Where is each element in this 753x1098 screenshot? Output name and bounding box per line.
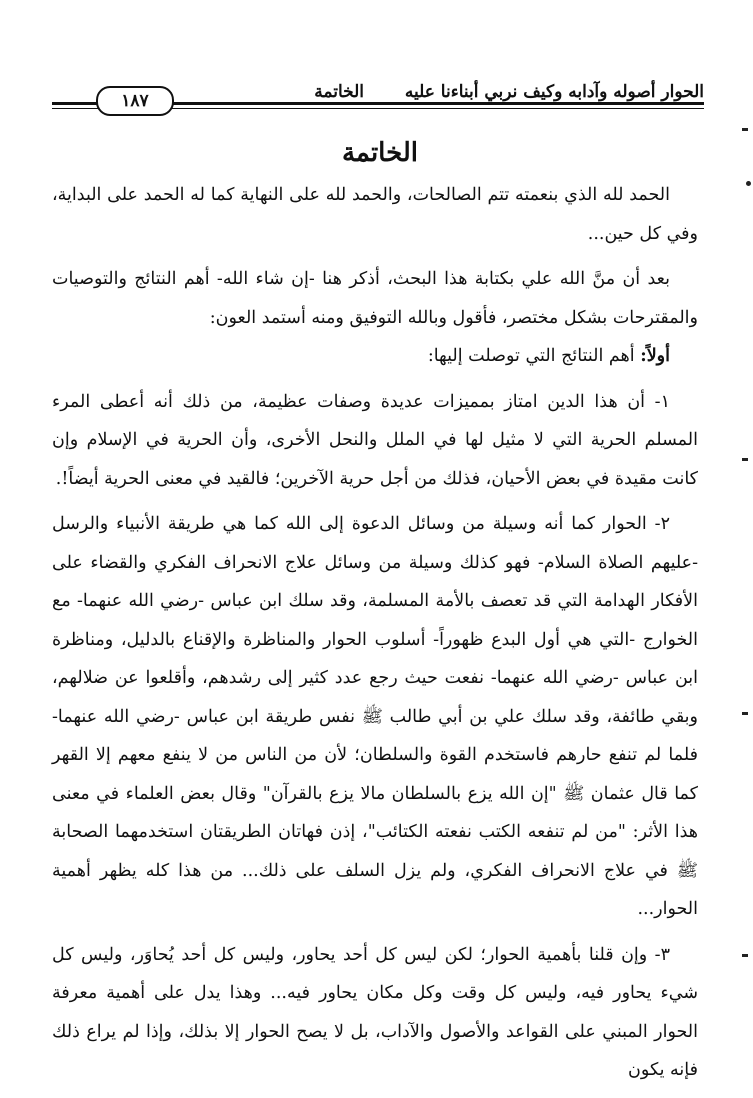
margin-mark	[742, 458, 748, 461]
page-number: ١٨٧	[121, 91, 149, 111]
margin-mark	[742, 128, 748, 131]
page-number-badge	[96, 86, 174, 116]
book-title: الحوار أصوله وآدابه وكيف نربي أبناءنا عليه	[404, 82, 704, 102]
paragraph-intro: الحمد لله الذي بنعمته تتم الصالحات، والحمد لله على النهاية كما له الحمد على البداية، وفي كل حين...	[52, 185, 698, 244]
section-heading	[52, 337, 698, 376]
running-header	[52, 78, 704, 114]
result-item-3: ٣- وإن قلنا بأهمية الحوار؛ لكن ليس كل أحد يحاور، وليس كل أحد يُحاوَر، وليس كل شيء يحاور فيه، وليس كل وقت وكل مكان يحاور فيه... وهذا يدل على أهمية معرفة الحوار المبني على القواعد والأصول والآداب، بل لا يصح الحوار إلا بذلك، وإذا لم يراع ذلك فإنه يكون	[52, 944, 698, 1080]
margin-mark	[746, 181, 751, 186]
paragraph-preface: بعد أن منَّ الله علي بكتابة هذا البحث، أذكر هنا -إن شاء الله- أهم النتائج والتوصيات والمقترحات بشكل مختصر، فأقول وبالله التوفيق ومنه أستمد العون:	[52, 269, 698, 328]
result-item-2: ٢- الحوار كما أنه وسيلة من وسائل الدعوة إلى الله كما هي طريقة الأنبياء والرسل -عليهم الصلاة السلام- فهو كذلك وسيلة من وسائل علاج الانحراف الفكري والقضاء على الأفكار الهدامة التي قد تعصف بالأمة المسلمة، وقد سلك ابن عباس -رضي الله عنهما- مع الخوارج -التي هي أول البدع ظهوراً- أسلوب الحوار والمناظرة والإقناع بالدليل، ومناظرة ابن عباس -رضي الله عنهما- نفعت حيث رجع عدد كثير إلى رشدهم، وأقلعوا عن ضلالهم، وبقي طائفة، وقد سلك علي بن أبي طالب ﷺ نفس طريقة ابن عباس -رضي الله عنهما- فلما لم تنفع حارهم فاستخدم القوة والسلطان؛ لأن من الناس من لا ينفع معهم إلا القهر كما قال عثمان ﷺ "إن الله يزع بالسلطان مالا يزع بالقرآن" وقال بعض العلماء في معنى هذا الأثر: "من لم تنفعه الكتب نفعته الكتائب"، إذن فهاتان الطريقتان استخدمهما الصحابة ﷺ في علاج الانحراف الفكري، ولم يزل السلف على ذلك... من هذا كله يظهر أهمية الحوار...	[52, 514, 698, 919]
header-chapter: الخاتمة	[314, 82, 364, 102]
chapter-title: الخاتمة	[341, 138, 419, 168]
margin-mark	[742, 712, 748, 715]
body-text	[52, 176, 698, 1090]
section-heading-text: أهم النتائج التي توصلت إليها:	[427, 346, 635, 366]
section-heading-label: أولاً:	[640, 346, 670, 366]
margin-mark	[742, 954, 748, 957]
result-item-1: ١- أن هذا الدين امتاز بمميزات عديدة وصفات عظيمة، من ذلك أنه أعطى المرء المسلم الحرية التي لا مثيل لها في الملل والنحل الأخرى، وأن الحرية في الإسلام وإن كانت مقيدة في بعض الأحيان، فذلك من أجل حرية الآخرين؛ فالقيد في معنى الحرية أيضاً!.	[52, 391, 698, 489]
